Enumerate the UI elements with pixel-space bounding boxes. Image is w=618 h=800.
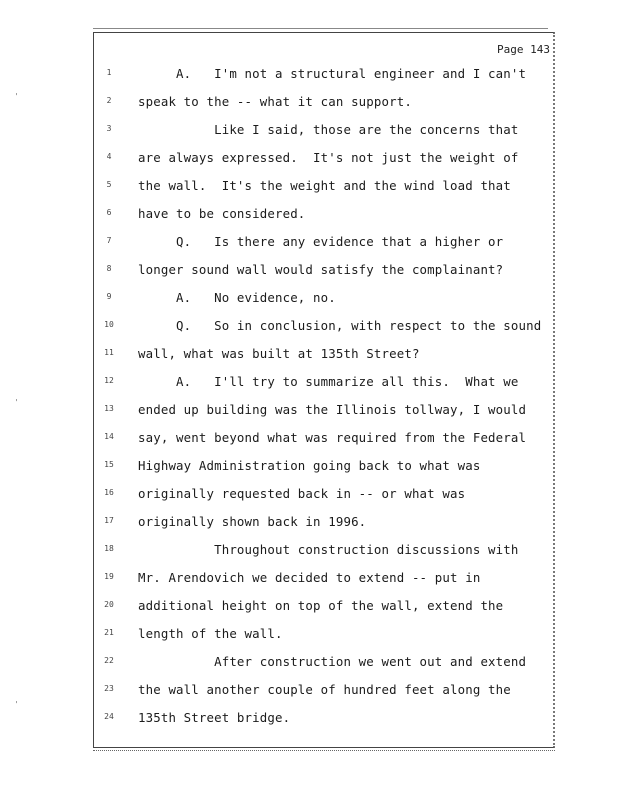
line-number: 16 (104, 488, 114, 497)
transcript-line: wall, what was built at 135th Street? (138, 346, 420, 361)
transcript-line: originally requested back in -- or what was (138, 486, 466, 501)
line-number: 3 (106, 124, 112, 133)
transcript-line: have to be considered. (138, 206, 306, 221)
transcript-line: ended up building was the Illinois tollway, I would (138, 402, 527, 417)
transcript-line: Highway Administration going back to what was (138, 458, 481, 473)
line-number: 9 (106, 292, 112, 301)
line-number: 5 (106, 180, 112, 189)
transcript-line: A. I'll try to summarize all this. What we (138, 374, 519, 389)
transcript-line: 135th Street bridge. (138, 710, 291, 725)
line-number: 21 (104, 628, 114, 637)
transcript-line: the wall another couple of hundred feet along the (138, 682, 511, 697)
top-rule (93, 28, 548, 29)
line-number: 19 (104, 572, 114, 581)
transcript-line: the wall. It's the weight and the wind load that (138, 178, 511, 193)
line-number: 10 (104, 320, 114, 329)
line-number: 15 (104, 460, 114, 469)
transcript-line: say, went beyond what was required from the Federal (138, 430, 527, 445)
line-number: 23 (104, 684, 114, 693)
transcript-line: A. I'm not a structural engineer and I can't (138, 66, 527, 81)
line-number: 24 (104, 712, 114, 721)
line-number: 12 (104, 376, 114, 385)
transcript-line: length of the wall. (138, 626, 283, 641)
transcript-line: are always expressed. It's not just the weight of (138, 150, 519, 165)
transcript-line: A. No evidence, no. (138, 290, 336, 305)
line-number: 11 (104, 348, 114, 357)
line-number: 6 (106, 208, 112, 217)
transcript-line: Q. Is there any evidence that a higher or (138, 234, 504, 249)
transcript-line: Throughout construction discussions with (138, 542, 519, 557)
line-number: 13 (104, 404, 114, 413)
line-number: 4 (106, 152, 112, 161)
bottom-rule (93, 750, 555, 751)
line-number: 20 (104, 600, 114, 609)
line-number: 1 (106, 68, 112, 77)
line-number: 8 (106, 264, 112, 273)
transcript-line: Q. So in conclusion, with respect to the sound (138, 318, 542, 333)
transcript-line: After construction we went out and extend (138, 654, 527, 669)
transcript-line: speak to the -- what it can support. (138, 94, 412, 109)
page-number: Page 143 (497, 43, 550, 56)
line-number: 18 (104, 544, 114, 553)
transcript-line: originally shown back in 1996. (138, 514, 367, 529)
line-number: 2 (106, 96, 112, 105)
line-number: 14 (104, 432, 114, 441)
line-number: 7 (106, 236, 112, 245)
transcript-line: Like I said, those are the concerns that (138, 122, 519, 137)
line-number: 17 (104, 516, 114, 525)
margin-mark: ' (14, 92, 19, 101)
transcript-line: longer sound wall would satisfy the complainant? (138, 262, 504, 277)
transcript-line: Mr. Arendovich we decided to extend -- put in (138, 570, 481, 585)
line-number: 22 (104, 656, 114, 665)
margin-mark: ' (14, 398, 19, 407)
margin-mark: ' (14, 700, 19, 709)
transcript-line: additional height on top of the wall, extend the (138, 598, 504, 613)
